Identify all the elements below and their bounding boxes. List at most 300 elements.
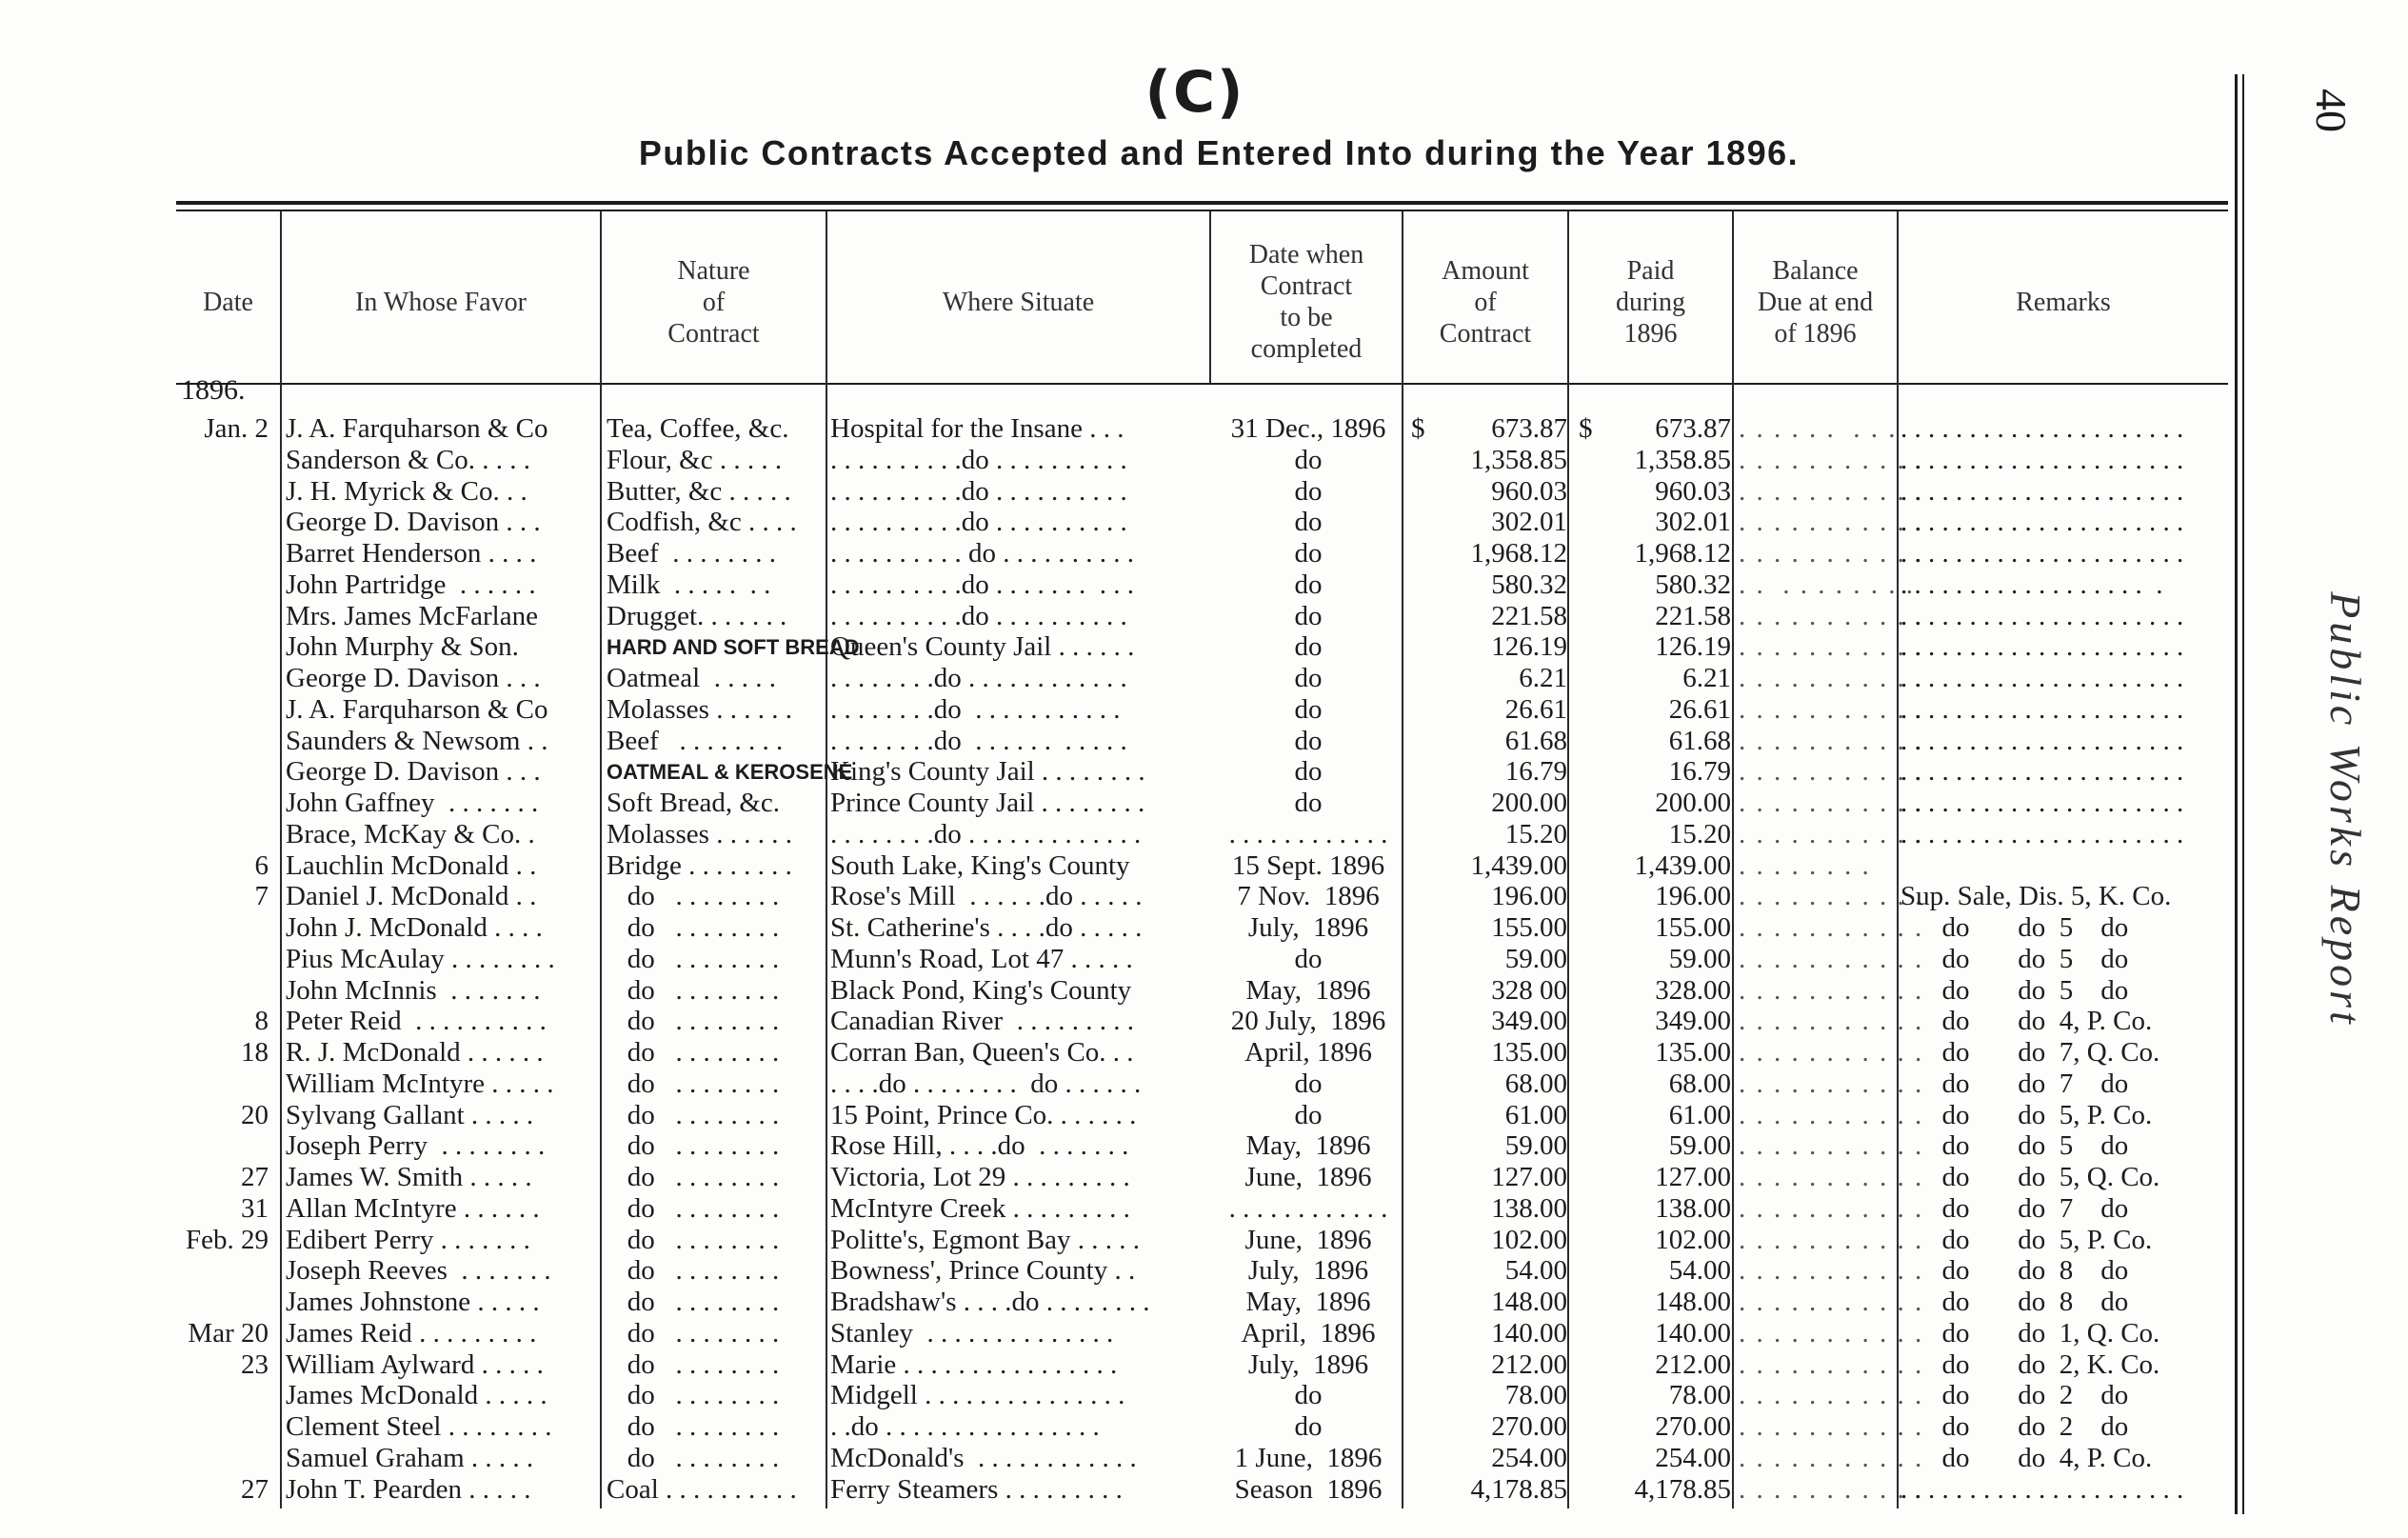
header-rule — [176, 383, 2228, 385]
cell-amount: 270.00 — [1491, 1411, 1567, 1442]
cell-date: 31 — [241, 1192, 269, 1224]
cell-date-completed: July, 1896 — [1247, 912, 1369, 943]
cell-where: Rose's Mill . . . . . .do . . . . . — [830, 881, 1143, 912]
cell-balance: . . . . . . . . . . . — [1739, 1224, 1924, 1255]
table-row — [0, 912, 2247, 944]
cell-remarks: do do 8 do — [1901, 1255, 2129, 1287]
cell-favor: Lauchlin McDonald . . — [286, 849, 537, 881]
cell-where: . . . . . . . . . . do . . . . . . . . . . — [830, 538, 1134, 569]
cell-remarks: do do 5 do — [1901, 974, 2129, 1006]
cell-nature: Codfish, &c . . . . — [607, 507, 797, 538]
cell-paid: 140.00 — [1655, 1317, 1731, 1348]
cell-paid: 15.20 — [1668, 818, 1731, 849]
cell-paid: 960.03 — [1655, 475, 1731, 507]
cell-remarks: do do 4, P. Co. — [1901, 1006, 2153, 1037]
cell-nature: do . . . . . . . . — [607, 1224, 780, 1255]
table-row — [0, 881, 2247, 912]
cell-favor: John Gaffney . . . . . . . — [286, 788, 539, 818]
cell-date: 23 — [241, 1348, 269, 1380]
cell-date: 7 — [254, 881, 269, 912]
cell-favor: Saunders & Newsom . . — [286, 725, 548, 756]
cell-where: . . . . . . . .do . . . . . . . . . . . . . — [830, 818, 1142, 849]
table-row — [0, 850, 2247, 882]
cell-nature: do . . . . . . . . — [607, 881, 780, 912]
cell-date-completed: do — [1294, 507, 1323, 538]
cell-nature: do . . . . . . . . — [607, 1162, 780, 1192]
cell-amount: 26.61 — [1504, 693, 1567, 725]
cell-where: Black Pond, King's County — [830, 974, 1132, 1006]
cell-date-completed: 20 July, 1896 — [1230, 1006, 1386, 1037]
cell-amount: 349.00 — [1491, 1006, 1567, 1037]
cell-paid: 126.19 — [1655, 631, 1731, 663]
cell-date-completed: . . . . . . . . . . . . — [1228, 1192, 1388, 1224]
cell-balance: . . . . . . . . . . . — [1739, 788, 1924, 818]
cell-favor: J. H. Myrick & Co. . . — [286, 475, 527, 507]
cell-balance: . . . . . . . . . . . — [1739, 600, 1924, 631]
cell-paid: 270.00 — [1655, 1411, 1731, 1442]
cell-balance: . . . . . . . . . . . — [1739, 1255, 1924, 1287]
cell-balance: . . . . . . . . . . . — [1739, 1287, 1924, 1317]
cell-paid: 138.00 — [1655, 1192, 1731, 1224]
cell-paid: 200.00 — [1655, 788, 1731, 818]
cell-balance: . . . . . . . . . . . — [1739, 1006, 1924, 1037]
cell-remarks: Sup. Sale, Dis. 5, K. Co. — [1901, 881, 2172, 912]
cell-favor: Daniel J. McDonald . . — [286, 881, 537, 912]
cell-nature: Molasses . . . . . . — [607, 693, 792, 725]
cell-remarks: do do 5, P. Co. — [1901, 1224, 2153, 1255]
table-row — [0, 1130, 2247, 1162]
cell-paid: 102.00 — [1655, 1224, 1731, 1255]
cell-where: Victoria, Lot 29 . . . . . . . . . — [830, 1162, 1130, 1192]
cell-paid: 254.00 — [1655, 1442, 1731, 1473]
cell-nature: Drugget. . . . . . . — [607, 600, 787, 631]
cell-amount: 61.00 — [1504, 1099, 1567, 1130]
table-row — [0, 1069, 2247, 1100]
cell-paid: 16.79 — [1668, 756, 1731, 788]
cell-amount: 126.19 — [1491, 631, 1567, 663]
cell-remarks: . . . . . . . . . . . . . . . . . . . . . — [1901, 507, 2184, 538]
cell-remarks: . . . . . . . . . . . . . . . . . . . . . — [1901, 756, 2184, 788]
cell-balance: . . . . . . . . . . . — [1739, 1442, 1924, 1473]
cell-favor: Samuel Graham . . . . . — [286, 1442, 534, 1473]
cell-paid: 1,358.85 — [1634, 444, 1731, 475]
cell-balance: . . . . . . . . . . . — [1739, 1037, 1924, 1068]
cell-balance: . . . . . . . . . . . — [1739, 507, 1924, 538]
cell-remarks: do do 5 do — [1901, 1130, 2129, 1162]
cell-favor: William McIntyre . . . . . — [286, 1068, 554, 1099]
cell-where: Marie . . . . . . . . . . . . . . . . — [830, 1348, 1118, 1380]
cell-where: . . . . . . . .do . . . . . . . . . . . — [830, 693, 1121, 725]
cell-paid: 26.61 — [1668, 693, 1731, 725]
table-row — [0, 819, 2247, 850]
cell-amount: 15.20 — [1504, 818, 1567, 849]
table-row — [0, 1162, 2247, 1193]
cell-date: 20 — [241, 1099, 269, 1130]
cell-amount: 140.00 — [1491, 1317, 1567, 1348]
cell-favor: George D. Davison . . . — [286, 507, 541, 538]
table-row — [0, 1380, 2247, 1411]
cell-balance: . . . . . . . . . . . — [1739, 881, 1924, 912]
dollar-sign: $ — [1579, 413, 1593, 444]
cell-amount: 148.00 — [1491, 1287, 1567, 1317]
cell-date-completed: do — [1294, 444, 1323, 475]
cell-balance: . . . . . . . . . . . — [1739, 1099, 1924, 1130]
cell-remarks: do do 5 do — [1901, 943, 2129, 974]
cell-nature: Beef . . . . . . . . — [607, 538, 776, 569]
cell-favor: R. J. McDonald . . . . . . — [286, 1037, 544, 1068]
table-row — [0, 569, 2247, 601]
cell-nature: Beef . . . . . . . . — [607, 725, 784, 756]
cell-date-completed: April, 1896 — [1241, 1317, 1376, 1348]
column-header-remarks: Remarks — [2016, 287, 2111, 317]
page-number: 40 — [2307, 89, 2356, 132]
cell-paid: 673.87 — [1655, 413, 1731, 444]
cell-amount: 68.00 — [1504, 1068, 1567, 1099]
cell-date-completed: do — [1294, 1380, 1323, 1411]
column-header-date-completed: Date when Contract to be completed — [1248, 240, 1364, 364]
cell-amount: 200.00 — [1491, 788, 1567, 818]
cell-where: St. Catherine's . . . .do . . . . . — [830, 912, 1143, 943]
cell-nature: do . . . . . . . . — [607, 1006, 780, 1037]
cell-date-completed: May, 1896 — [1245, 974, 1371, 1006]
cell-paid: 580.32 — [1655, 569, 1731, 600]
cell-date-completed: May, 1896 — [1245, 1287, 1371, 1317]
cell-where: 15 Point, Prince Co. . . . . . . — [830, 1099, 1137, 1130]
cell-where: King's County Jail . . . . . . . . — [830, 756, 1145, 788]
cell-where: Bowness', Prince County . . — [830, 1255, 1136, 1287]
cell-remarks: do do 7 do — [1901, 1192, 2129, 1224]
table-row — [0, 694, 2247, 726]
cell-nature: Butter, &c . . . . . — [607, 475, 791, 507]
cell-favor: James W. Smith . . . . . — [286, 1162, 532, 1192]
cell-nature: HARD AND SOFT BREAD — [607, 635, 860, 660]
cell-paid: 54.00 — [1668, 1255, 1731, 1287]
cell-remarks: . . . . . . . . . . . . . . . . . . . . . — [1901, 693, 2184, 725]
cell-where: Politte's, Egmont Bay . . . . . — [830, 1224, 1141, 1255]
cell-date-completed: do — [1294, 943, 1323, 974]
table-row — [0, 476, 2247, 508]
table-row — [0, 1474, 2247, 1506]
cell-date: 27 — [241, 1473, 269, 1505]
cell-paid: 78.00 — [1668, 1380, 1731, 1411]
cell-remarks: . . . . . . . . . . . . . . . . . . . . . — [1901, 631, 2184, 663]
cell-favor: J. A. Farquharson & Co — [286, 413, 548, 444]
table-row — [0, 1037, 2247, 1069]
cell-paid: 135.00 — [1655, 1037, 1731, 1068]
cell-nature: do . . . . . . . . — [607, 1192, 780, 1224]
cell-balance: . . . . . . . . . . . — [1739, 1068, 1924, 1099]
cell-amount: 960.03 — [1491, 475, 1567, 507]
cell-remarks: . . . . . . . . . . . . . . . . . . . . . — [1901, 600, 2184, 631]
cell-balance: . . . . . . . . . . . — [1739, 1473, 1924, 1505]
cell-paid: 148.00 — [1655, 1287, 1731, 1317]
cell-paid: 59.00 — [1668, 1130, 1731, 1162]
table-row — [0, 1349, 2247, 1381]
cell-favor: Peter Reid . . . . . . . . . . — [286, 1006, 547, 1037]
cell-date-completed: April, 1896 — [1244, 1037, 1372, 1068]
cell-remarks: . . . . . . . . . . . . . . . . . . . . . — [1901, 475, 2184, 507]
cell-date-completed: do — [1294, 756, 1323, 788]
top-rule — [176, 201, 2228, 205]
cell-remarks: do do 2 do — [1901, 1380, 2129, 1411]
cell-remarks: do do 5 do — [1901, 912, 2129, 943]
cell-amount: 1,358.85 — [1470, 444, 1567, 475]
cell-amount: 155.00 — [1491, 912, 1567, 943]
cell-paid: 127.00 — [1655, 1162, 1731, 1192]
column-header-balance: Balance Due at end of 1896 — [1757, 255, 1874, 349]
cell-remarks: . . . . . . . . . . . . . . . . . . . — [1901, 569, 2163, 600]
cell-date: Mar 20 — [188, 1317, 269, 1348]
cell-favor: Barret Henderson . . . . — [286, 538, 537, 569]
cell-balance: . . . . . . . . . . . — [1739, 1192, 1924, 1224]
cell-where: McDonald's . . . . . . . . . . . . — [830, 1442, 1137, 1473]
cell-nature: do . . . . . . . . — [607, 1317, 780, 1348]
column-header-paid: Paid during 1896 — [1615, 255, 1686, 349]
cell-nature: do . . . . . . . . — [607, 1255, 780, 1287]
cell-where: Munn's Road, Lot 47 . . . . . — [830, 943, 1133, 974]
cell-remarks: . . . . . . . . . . . . . . . . . . . . . — [1901, 663, 2184, 693]
cell-balance: . . . . . . . . . . . — [1739, 974, 1924, 1006]
cell-where: . . . . . . . . . .do . . . . . . . . . . — [830, 507, 1127, 538]
cell-amount: 54.00 — [1504, 1255, 1567, 1287]
cell-amount: 138.00 — [1491, 1192, 1567, 1224]
cell-where: . . . . . . . . . .do . . . . . . . . . . — [830, 569, 1134, 600]
cell-nature: do . . . . . . . . — [607, 1287, 780, 1317]
page-title: Public Contracts Accepted and Entered Into during the Year 1896. — [638, 133, 1800, 172]
cell-nature: Milk . . . . . . . — [607, 569, 771, 600]
cell-date-completed: do — [1294, 1411, 1323, 1442]
table-row — [0, 1193, 2247, 1225]
cell-remarks: do do 5, P. Co. — [1901, 1099, 2153, 1130]
cell-nature: do . . . . . . . . — [607, 974, 780, 1006]
cell-amount: 196.00 — [1491, 881, 1567, 912]
cell-date-completed: 31 Dec., 1896 — [1230, 413, 1386, 444]
cell-date-completed: July, 1896 — [1247, 1255, 1369, 1287]
cell-amount: 302.01 — [1491, 507, 1567, 538]
cell-amount: 61.68 — [1504, 725, 1567, 756]
cell-balance: . . . . . . . . . . . — [1739, 1162, 1924, 1192]
cell-paid: 155.00 — [1655, 912, 1731, 943]
cell-favor: Joseph Reeves . . . . . . . — [286, 1255, 551, 1287]
cell-where: Prince County Jail . . . . . . . . — [830, 788, 1145, 818]
cell-balance: . . . . . . . . . . . — [1739, 631, 1924, 663]
cell-balance: . . . . . . . . . . . — [1739, 1380, 1924, 1411]
cell-where: Stanley . . . . . . . . . . . . . . — [830, 1317, 1114, 1348]
cell-remarks: do do 7 do — [1901, 1068, 2129, 1099]
table-row — [0, 726, 2247, 757]
cell-nature: do . . . . . . . . — [607, 1099, 780, 1130]
cell-nature: Oatmeal . . . . . — [607, 663, 776, 693]
cell-where: . . . . . . . . . .do . . . . . . . . . . — [830, 475, 1127, 507]
cell-date-completed: do — [1294, 475, 1323, 507]
cell-amount: 127.00 — [1491, 1162, 1567, 1192]
cell-date-completed: do — [1294, 788, 1323, 818]
cell-nature: do . . . . . . . . — [607, 1348, 780, 1380]
cell-amount: 6.21 — [1519, 663, 1567, 693]
cell-favor: John T. Pearden . . . . . — [286, 1473, 531, 1505]
table-row — [0, 601, 2247, 632]
cell-date: 8 — [254, 1006, 269, 1037]
cell-nature: Bridge . . . . . . . . — [607, 849, 792, 881]
cell-balance: . . . . . . . . . . — [1739, 569, 1915, 600]
cell-date: 27 — [241, 1162, 269, 1192]
cell-favor: Joseph Perry . . . . . . . . — [286, 1130, 546, 1162]
dollar-sign: $ — [1411, 413, 1425, 444]
table-row — [0, 1411, 2247, 1443]
cell-remarks: do do 2, K. Co. — [1901, 1348, 2160, 1380]
cell-balance: . . . . . . . . . . . — [1739, 818, 1924, 849]
cell-amount: 328 00 — [1491, 974, 1567, 1006]
cell-favor: John Murphy & Son. — [286, 631, 519, 663]
cell-balance: . . . . . . . . . — [1739, 413, 1898, 444]
cell-nature: do . . . . . . . . — [607, 1380, 780, 1411]
cell-date-completed: June, 1896 — [1244, 1224, 1372, 1255]
cell-where: McIntyre Creek . . . . . . . . . — [830, 1192, 1130, 1224]
cell-where: Ferry Steamers . . . . . . . . . — [830, 1473, 1123, 1505]
cell-paid: 212.00 — [1655, 1348, 1731, 1380]
cell-balance: . . . . . . . . . . . — [1739, 756, 1924, 788]
cell-date-completed: do — [1294, 600, 1323, 631]
cell-paid: 349.00 — [1655, 1006, 1731, 1037]
cell-where: Hospital for the Insane . . . — [830, 413, 1124, 444]
cell-date-completed: do — [1294, 663, 1323, 693]
cell-remarks: . . . . . . . . . . . . . . . . . . . . . — [1901, 413, 2184, 444]
table-row — [0, 1225, 2247, 1256]
cell-nature: Flour, &c . . . . . — [607, 444, 783, 475]
cell-favor: James Reid . . . . . . . . . — [286, 1317, 537, 1348]
cell-nature: Soft Bread, &c. — [607, 788, 781, 818]
cell-date: 6 — [254, 849, 269, 881]
cell-favor: John McInnis . . . . . . . — [286, 974, 541, 1006]
cell-remarks: . . . . . . . . . . . . . . . . . . . . . — [1901, 538, 2184, 569]
cell-where: . .do . . . . . . . . . . . . . . . . — [830, 1411, 1100, 1442]
table-row — [0, 663, 2247, 694]
column-header-amount: Amount of Contract — [1439, 255, 1532, 349]
cell-paid: 4,178.85 — [1634, 1473, 1731, 1505]
cell-favor: Pius McAulay . . . . . . . . — [286, 943, 555, 974]
cell-favor: William Aylward . . . . . — [286, 1348, 544, 1380]
cell-balance: . . . . . . . . . . . — [1739, 1130, 1924, 1162]
cell-favor: James Johnstone . . . . . — [286, 1287, 540, 1317]
cell-amount: 580.32 — [1491, 569, 1567, 600]
cell-amount: 16.79 — [1504, 756, 1567, 788]
table-row — [0, 413, 2247, 445]
cell-remarks: do do 2 do — [1901, 1411, 2129, 1442]
column-header-nature: Nature of Contract — [667, 255, 760, 349]
column-header-favor: In Whose Favor — [355, 287, 527, 317]
column-header-where: Where Situate — [942, 287, 1095, 317]
year-label: 1896. — [181, 374, 246, 406]
cell-paid: 6.21 — [1682, 663, 1731, 693]
cell-date-completed: June, 1896 — [1244, 1162, 1372, 1192]
cell-amount: 59.00 — [1504, 1130, 1567, 1162]
cell-balance: . . . . . . . . . . . — [1739, 538, 1924, 569]
cell-remarks: . . . . . . . . . . . . . . . . . . . . . — [1901, 444, 2184, 475]
cell-date: 18 — [241, 1037, 269, 1068]
cell-date-completed: 15 Sept. 1896 — [1231, 849, 1385, 881]
cell-where: Corran Ban, Queen's Co. . . — [830, 1037, 1134, 1068]
cell-amount: 212.00 — [1491, 1348, 1567, 1380]
cell-paid: 221.58 — [1655, 600, 1731, 631]
table-row — [0, 1255, 2247, 1287]
cell-balance: . . . . . . . . . . . — [1739, 444, 1924, 475]
cell-amount: 254.00 — [1491, 1442, 1567, 1473]
cell-where: Midgell . . . . . . . . . . . . . . . — [830, 1380, 1125, 1411]
cell-nature: do . . . . . . . . — [607, 1442, 780, 1473]
cell-date: Jan. 2 — [204, 413, 269, 444]
cell-favor: Sylvang Gallant . . . . . — [286, 1099, 534, 1130]
table-row — [0, 944, 2247, 975]
cell-paid: 1,439.00 — [1634, 849, 1731, 881]
cell-paid: 59.00 — [1668, 943, 1731, 974]
table-row — [0, 538, 2247, 569]
cell-date: Feb. 29 — [186, 1224, 269, 1255]
cell-where: Canadian River . . . . . . . . . — [830, 1006, 1134, 1037]
cell-remarks: do do 5, Q. Co. — [1901, 1162, 2160, 1192]
cell-favor: Edibert Perry . . . . . . . — [286, 1224, 530, 1255]
cell-date-completed: do — [1294, 1068, 1323, 1099]
cell-favor: Sanderson & Co. . . . . — [286, 444, 530, 475]
cell-nature: do . . . . . . . . — [607, 1411, 780, 1442]
cell-paid: 61.00 — [1668, 1099, 1731, 1130]
cell-favor: John Partridge . . . . . . — [286, 569, 536, 600]
cell-where: . . . . . . . .do . . . . . . . . . . . — [830, 725, 1127, 756]
cell-balance: . . . . . . . . . . . — [1739, 1317, 1924, 1348]
cell-date-completed: do — [1294, 631, 1323, 663]
cell-where: . . . .do . . . . . . . . do . . . . . . — [830, 1068, 1142, 1099]
table-row — [0, 975, 2247, 1007]
cell-where: Rose Hill, . . . .do . . . . . . . — [830, 1130, 1129, 1162]
cell-date-completed: do — [1294, 725, 1323, 756]
cell-amount: 673.87 — [1491, 413, 1567, 444]
cell-favor: George D. Davison . . . — [286, 663, 541, 693]
top-rule-thin — [176, 210, 2228, 211]
table-row — [0, 788, 2247, 819]
cell-amount: 4,178.85 — [1470, 1473, 1567, 1505]
cell-where: Queen's County Jail . . . . . . — [830, 631, 1135, 663]
cell-date-completed: do — [1294, 569, 1323, 600]
table-row — [0, 1318, 2247, 1349]
cell-paid: 61.68 — [1668, 725, 1731, 756]
cell-date-completed: July, 1896 — [1247, 1348, 1369, 1380]
cell-date-completed: do — [1294, 1099, 1323, 1130]
cell-where: . . . . . . . . . .do . . . . . . . . . . — [830, 444, 1127, 475]
cell-paid: 1,968.12 — [1634, 538, 1731, 569]
cell-where: . . . . . . . . . .do . . . . . . . . . . — [830, 600, 1127, 631]
cell-remarks: . . . . . . . . . . . . . . . . . . . . . — [1901, 788, 2184, 818]
cell-favor: Clement Steel . . . . . . . . — [286, 1411, 552, 1442]
cell-paid: 68.00 — [1668, 1068, 1731, 1099]
cell-balance: . . . . . . . . . . . — [1739, 943, 1924, 974]
cell-remarks: . . . . . . . . . . . . . . . . . . . . . — [1901, 725, 2184, 756]
cell-balance: . . . . . . . . . . . — [1739, 1348, 1924, 1380]
column-header-date: Date — [203, 287, 253, 317]
cell-favor: Brace, McKay & Co. . — [286, 818, 535, 849]
cell-favor: J. A. Farquharson & Co — [286, 693, 548, 725]
cell-date-completed: . . . . . . . . . . . . — [1228, 818, 1388, 849]
cell-nature: Tea, Coffee, &c. — [607, 413, 789, 444]
cell-favor: George D. Davison . . . — [286, 756, 541, 788]
cell-where: South Lake, King's County — [830, 849, 1130, 881]
cell-amount: 59.00 — [1504, 943, 1567, 974]
cell-nature: do . . . . . . . . — [607, 912, 780, 943]
cell-amount: 1,439.00 — [1470, 849, 1567, 881]
table-row — [0, 507, 2247, 538]
cell-remarks: . . . . . . . . . . . . . . . . . . . . . — [1901, 818, 2184, 849]
cell-balance: . . . . . . . . . . . — [1739, 475, 1924, 507]
cell-amount: 102.00 — [1491, 1224, 1567, 1255]
cell-where: . . . . . . . .do . . . . . . . . . . . . — [830, 663, 1127, 693]
